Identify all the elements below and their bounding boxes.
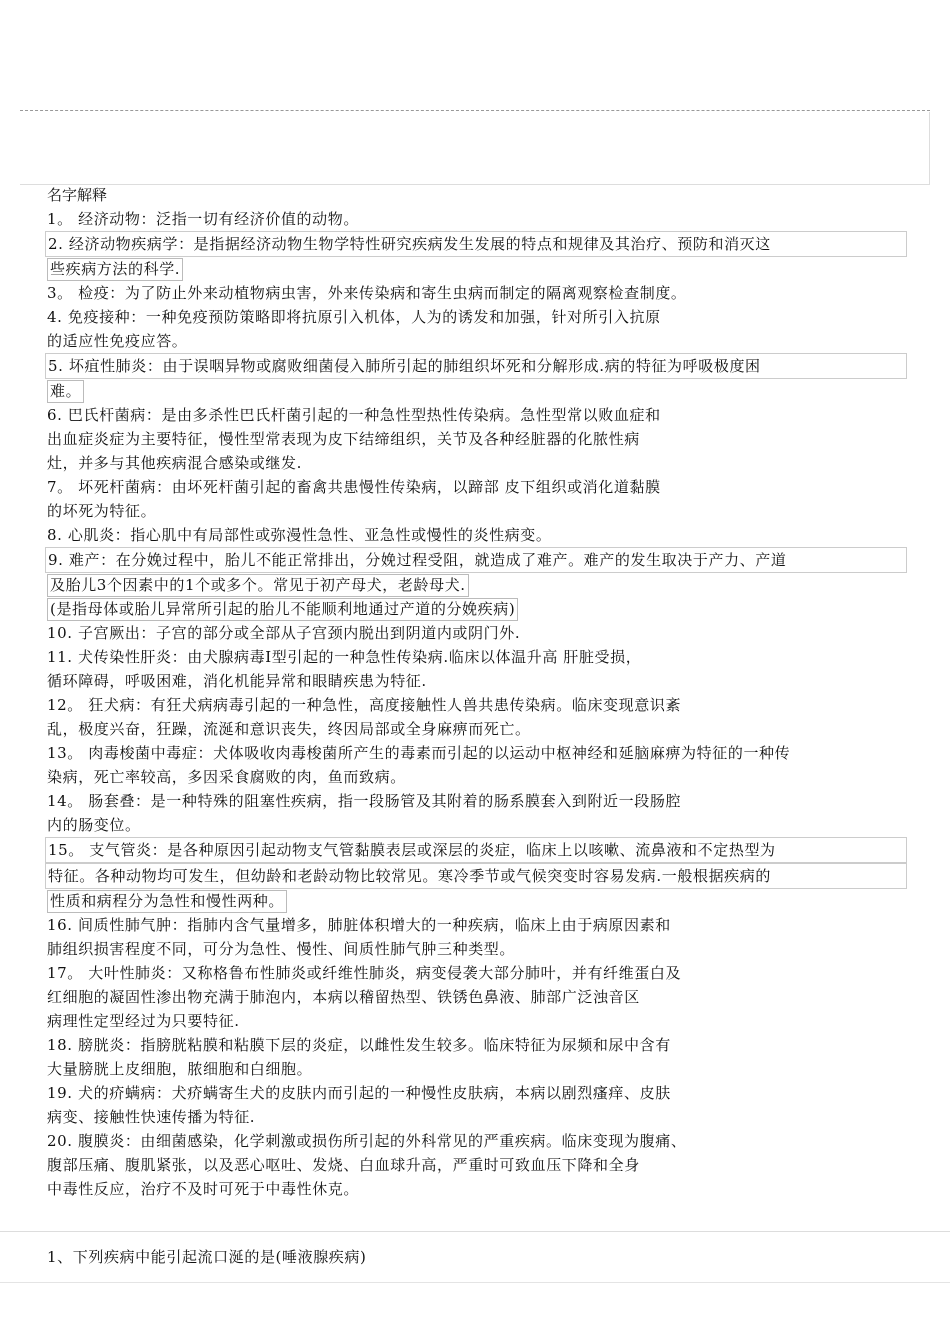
definition-line bbox=[47, 257, 907, 281]
definition-line: 20. 腹膜炎：由细菌感染，化学刺激或损伤所引起的外科常见的严重疾病。临床变现为腹痛、 bbox=[47, 1132, 687, 1150]
definition-line: 腹部压痛、腹肌紧张，以及恶心呕吐、发烧、白血球升高，严重时可致血压下降和全身 bbox=[47, 1156, 640, 1174]
definition-line: 大量膀胱上皮细胞，脓细胞和白细胞。 bbox=[47, 1060, 313, 1078]
definition-line: 中毒性反应，治疗不及时可死于中毒性休克。 bbox=[47, 1180, 360, 1198]
header-box bbox=[20, 112, 930, 185]
definition-line: 内的肠变位。 bbox=[47, 816, 141, 834]
definition-line: 17。 大叶性肺炎：又称格鲁布性肺炎或纤维性肺炎，病变侵袭大部分肺叶，并有纤维蛋白及 bbox=[47, 964, 682, 982]
definition-line: 1。 经济动物：泛指一切有经济价值的动物。 bbox=[47, 210, 359, 228]
definition-line: 19. 犬的疥螨病：犬疥螨寄生犬的皮肤内而引起的一种慢性皮肤病，本病以剧烈瘙痒、皮肤 bbox=[47, 1084, 671, 1102]
definition-line bbox=[47, 379, 907, 403]
definition-line: 13。 肉毒梭菌中毒症：犬体吸收肉毒梭菌所产生的毒素而引起的以运动中枢神经和延脑麻痹为特征的一种传 bbox=[47, 744, 791, 762]
definition-line: 的适应性免疫应答。 bbox=[47, 332, 188, 350]
definition-line: 8. 心肌炎：指心肌中有局部性或弥漫性急性、亚急性或慢性的炎性病变。 bbox=[47, 526, 552, 544]
header-dashed-rule bbox=[20, 110, 930, 111]
section-title: 名字解释 bbox=[47, 186, 108, 204]
definition-line: 红细胞的凝固性渗出物充满于肺泡内，本病以稽留热型、铁锈色鼻液、肺部广泛浊音区 bbox=[47, 988, 640, 1006]
definition-line: 18. 膀胱炎：指膀胱粘膜和粘膜下层的炎症，以雌性发生较多。临床特征为尿频和尿中含有 bbox=[47, 1036, 671, 1054]
definition-line: 循环障碍，呼吸困难，消化机能异常和眼睛疾患为特征. bbox=[47, 672, 427, 690]
definition-line: 16. 间质性肺气肿：指肺内含气量增多，肺脏体积增大的一种疾病，临床上由于病原因素和 bbox=[47, 916, 671, 934]
boxed-text: 难。 bbox=[47, 380, 84, 403]
boxed-text: 性质和病程分为急性和慢性两种。 bbox=[47, 890, 287, 913]
definitions-section bbox=[47, 183, 907, 1225]
definition-line: 特征。各种动物均可发生，但幼龄和老龄动物比较常见。寒冷季节或气候突变时容易发病.一般根据疾病的 bbox=[45, 863, 907, 889]
definition-line: 11. 犬传染性肝炎：由犬腺病毒Ⅰ型引起的一种急性传染病.临床以体温升高 肝脏受损， bbox=[47, 648, 642, 666]
definition-line: 染病，死亡率较高，多因采食腐败的肉，鱼而致病。 bbox=[47, 768, 406, 786]
definition-line: 3。 检疫：为了防止外来动植物病虫害，外来传染病和寄生虫病而制定的隔离观察检查制度。 bbox=[47, 284, 687, 302]
definition-line: 7。 坏死杆菌病：由坏死杆菌引起的畜禽共患慢性传染病，以蹄部 皮下组织或消化道黏膜 bbox=[47, 478, 661, 496]
definition-line bbox=[47, 1201, 907, 1225]
definition-line bbox=[47, 597, 907, 621]
definition-line: 12。 狂犬病：有狂犬病病毒引起的一种急性，高度接触性人兽共患传染病。临床变现意识紊 bbox=[47, 696, 682, 714]
boxed-text: (是指母体或胎儿异常所引起的胎儿不能顺利地通过产道的分娩疾病) bbox=[47, 598, 518, 621]
definition-line: 出血症炎症为主要特征，慢性型常表现为皮下结缔组织，关节及各种经脏器的化脓性病 bbox=[47, 430, 640, 448]
definition-line bbox=[47, 889, 907, 913]
definition-line: 9. 难产：在分娩过程中，胎儿不能正常排出，分娩过程受阻，就造成了难产。难产的发生取决于产力、产道 bbox=[45, 547, 907, 573]
definition-line: 灶，并多与其他疾病混合感染或继发. bbox=[47, 454, 302, 472]
section-divider bbox=[0, 1282, 950, 1283]
boxed-text: 及胎儿3个因素中的1个或多个。常见于初产母犬，老龄母犬. bbox=[47, 574, 469, 597]
definition-line: 乱，极度兴奋，狂躁，流涎和意识丧失，终因局部或全身麻痹而死亡。 bbox=[47, 720, 531, 738]
definition-line bbox=[47, 573, 907, 597]
definition-line: 肺组织损害程度不同，可分为急性、慢性、间质性肺气肿三种类型。 bbox=[47, 940, 516, 958]
definition-line: 病理性定型经过为只要特征. bbox=[47, 1012, 240, 1030]
definition-line: 4. 免疫接种：一种免疫预防策略即将抗原引入机体，人为的诱发和加强，针对所引入抗原 bbox=[47, 308, 661, 326]
definition-line: 10. 子宫厥出：子宫的部分或全部从子宫颈内脱出到阴道内或阴门外. bbox=[47, 624, 521, 642]
definition-line: 6. 巴氏杆菌病：是由多杀性巴氏杆菌引起的一种急性型热性传染病。急性型常以败血症和 bbox=[47, 406, 661, 424]
definition-line: 2. 经济动物疾病学：是指据经济动物生物学特性研究疾病发生发展的特点和规律及其治疗、预防和消灭这 bbox=[45, 231, 907, 257]
boxed-text: 些疾病方法的科学. bbox=[47, 258, 183, 281]
definition-line: 的坏死为特征。 bbox=[47, 502, 157, 520]
definition-line: 5. 坏疽性肺炎：由于误咽异物或腐败细菌侵入肺所引起的肺组织坏死和分解形成.病的特征为呼吸极度困 bbox=[45, 353, 907, 379]
definition-line: 14。 肠套叠：是一种特殊的阻塞性疾病，指一段肠管及其附着的肠系膜套入到附近一段肠腔 bbox=[47, 792, 682, 810]
definition-line: 病变、接触性快速传播为特征. bbox=[47, 1108, 256, 1126]
question-line: 1、下列疾病中能引起流口涎的是(唾液腺疾病) bbox=[47, 1248, 367, 1266]
section-divider bbox=[0, 1231, 950, 1232]
definition-line: 15。 支气管炎：是各种原因引起动物支气管黏膜表层或深层的炎症，临床上以咳嗽、流鼻液和不定热型为 bbox=[45, 837, 907, 863]
